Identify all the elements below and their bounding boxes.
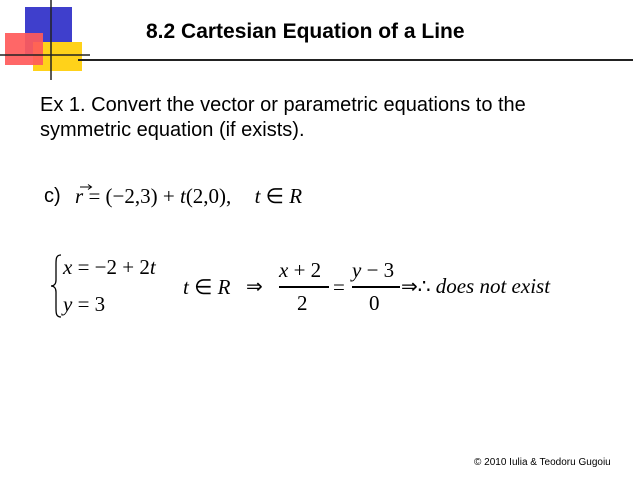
part-label: c): [44, 185, 61, 207]
vector-domain-rest: ∈: [260, 184, 290, 208]
vector-eq-param: t: [179, 184, 186, 208]
fraction-1-numerator: x + 2: [279, 258, 322, 282]
example-statement: [40, 93, 625, 143]
vector-arrow-mark: [79, 183, 93, 191]
fraction-2-numerator: y − 3: [352, 258, 395, 282]
decor-red-square: [5, 33, 43, 65]
system-brace: [50, 254, 62, 318]
title-rule: [78, 59, 633, 61]
vector-eq-tail: (2,0),: [185, 184, 232, 208]
vector-domain-var: t: [254, 184, 261, 208]
fraction-1-bar: [279, 286, 329, 288]
corner-decoration: [0, 0, 90, 80]
conclusion: [401, 274, 550, 299]
fraction-2-bar: [352, 286, 400, 288]
equals-sign: =: [333, 275, 345, 299]
example-line-1: Ex 1. Convert the vector or parametric equations to the: [40, 94, 526, 116]
example-line-2: symmetric equation (if exists).: [40, 119, 305, 141]
implies-arrow: ⇒: [246, 274, 263, 298]
fraction-2-denominator: 0: [369, 291, 380, 315]
vector-domain-set: R: [289, 184, 303, 208]
system-line-1: x = −2 + 2t: [63, 255, 156, 279]
vector-r: r: [75, 184, 84, 208]
copyright-footer: © 2010 Iulia & Teodoru Gugoiu: [474, 457, 611, 468]
conclusion-text: does not exist: [430, 274, 551, 298]
vector-equation: [75, 184, 302, 209]
vector-eq-rest: = (−2,3) +: [83, 184, 180, 208]
fraction-1-denominator: 2: [297, 291, 308, 315]
slide-title: 8.2 Cartesian Equation of a Line: [146, 20, 465, 43]
parameter-domain: t ∈ R: [183, 275, 231, 299]
system-line-2: y = 3: [63, 292, 106, 316]
conclusion-arrow: ⇒∴: [401, 274, 431, 298]
